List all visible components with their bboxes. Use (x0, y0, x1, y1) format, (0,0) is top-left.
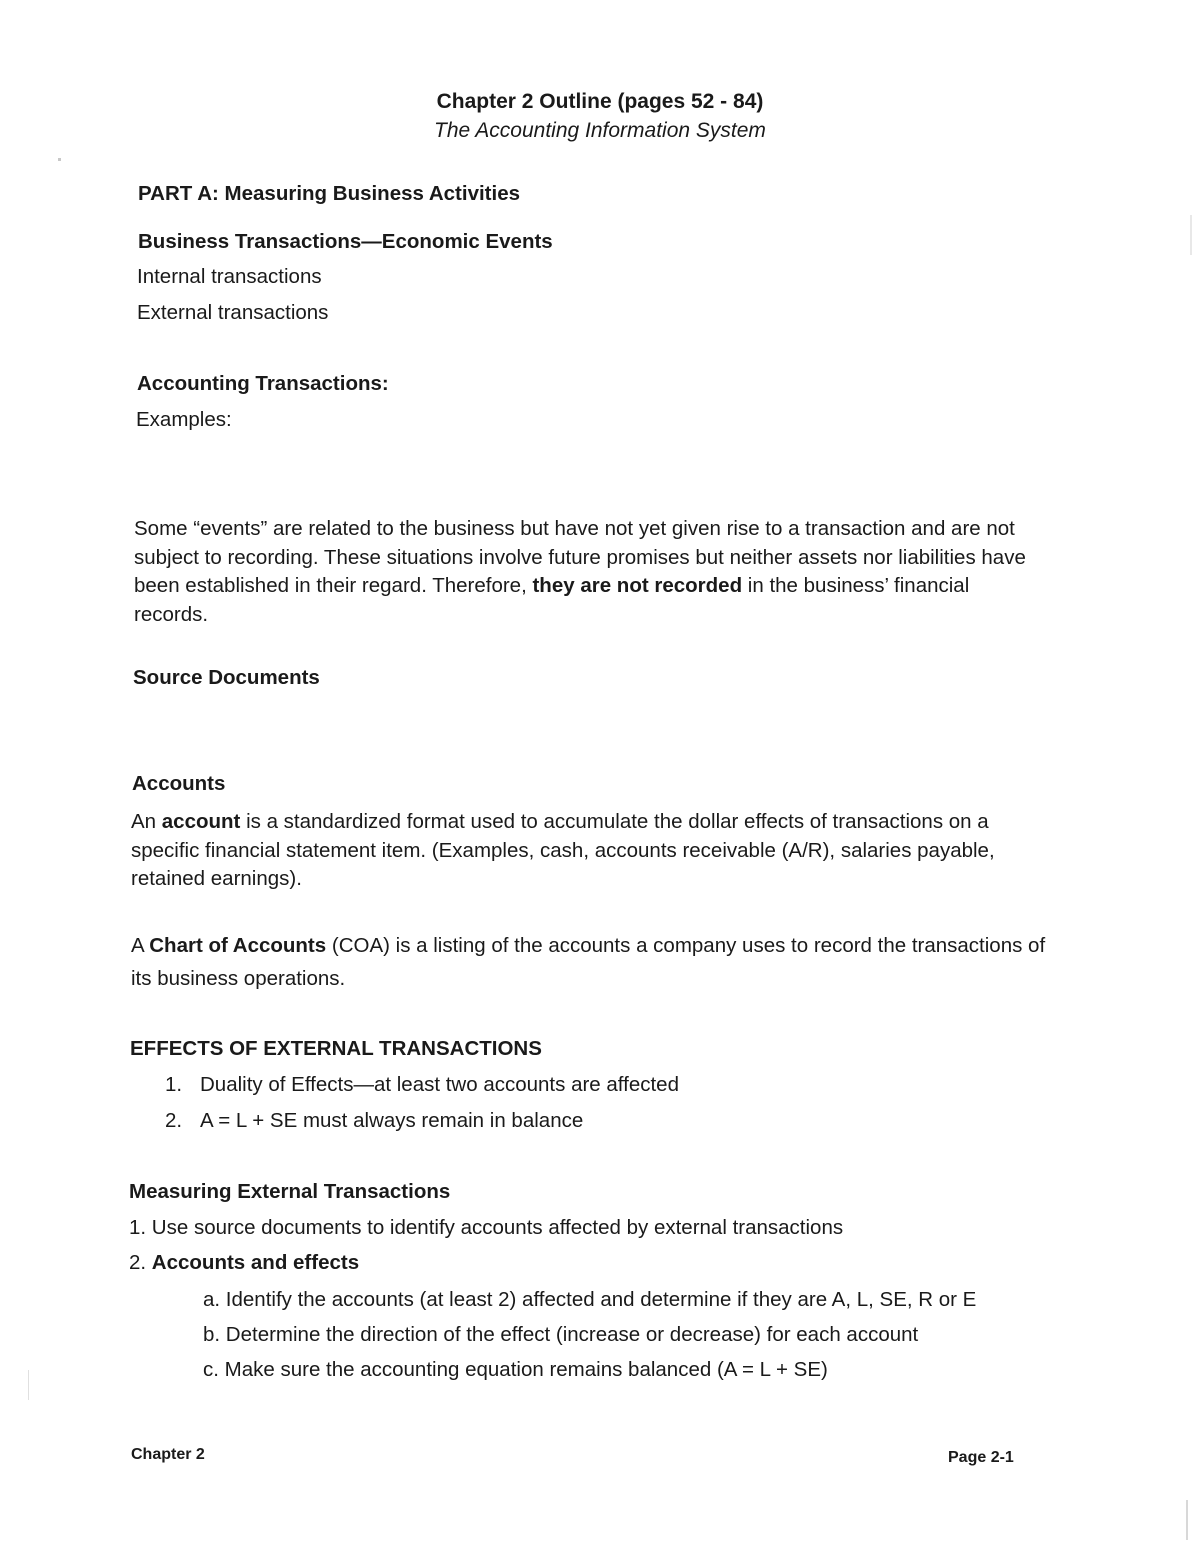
measuring-step-2 (129, 1250, 359, 1276)
business-transactions-heading: Business Transactions—Economic Events (138, 230, 553, 253)
measuring-step-2-number: 2. (129, 1251, 152, 1274)
accounting-transactions-heading: Accounting Transactions: (137, 372, 389, 395)
events-paragraph (134, 515, 1044, 629)
coa-pre: A (131, 934, 150, 957)
examples-label: Examples: (136, 408, 232, 431)
effects-item-1-number: 1. (165, 1073, 183, 1096)
account-def-pre: An (131, 810, 162, 833)
effects-item-2: A = L + SE must always remain in balance (200, 1109, 584, 1132)
account-def-post: is a standardized format used to accumulate the dollar effects of transactions on a specific financial statement item. (Examples, cash, accounts receivable (A/R), salaries payable, retained earnings). (131, 810, 995, 890)
effects-item-1: Duality of Effects—at least two accounts are affected (200, 1073, 679, 1096)
coa-term: Chart of Accounts (149, 934, 327, 957)
accounts-heading: Accounts (132, 772, 226, 795)
measuring-subitem-b: b. Determine the direction of the effect (increase or decrease) for each account (203, 1323, 919, 1346)
page-subtitle: The Accounting Information System (434, 119, 766, 142)
source-documents-heading: Source Documents (133, 666, 320, 689)
page-title: Chapter 2 Outline (pages 52 - 84) (436, 90, 764, 113)
footer-page-number: Page 2-1 (948, 1449, 1014, 1466)
events-text-emphasis: they are not recorded (532, 574, 743, 597)
scan-speck (28, 1370, 29, 1400)
measuring-step-1: 1. Use source documents to identify accounts affected by external transactions (129, 1216, 844, 1239)
account-definition-paragraph (131, 808, 1051, 894)
account-def-term: account (161, 810, 241, 833)
part-a-heading: PART A: Measuring Business Activities (138, 182, 520, 205)
scan-speck (58, 158, 61, 161)
chart-of-accounts-paragraph (131, 929, 1061, 995)
internal-transactions-item: Internal transactions (137, 265, 322, 288)
effects-item-2-number: 2. (165, 1109, 183, 1132)
measuring-subitem-a: a. Identify the accounts (at least 2) affected and determine if they are A, L, SE, R or E (203, 1288, 977, 1311)
footer-chapter: Chapter 2 (131, 1446, 205, 1463)
measuring-heading: Measuring External Transactions (129, 1180, 451, 1203)
measuring-subitem-c: c. Make sure the accounting equation remains balanced (A = L + SE) (203, 1358, 828, 1381)
effects-heading: EFFECTS OF EXTERNAL TRANSACTIONS (130, 1037, 542, 1060)
measuring-step-2-label: Accounts and effects (151, 1251, 360, 1274)
scan-speck (1190, 215, 1192, 255)
events-text-part2: in the business’ financial records. (134, 574, 970, 626)
external-transactions-item: External transactions (137, 301, 329, 324)
coa-post: (COA) is a listing of the accounts a company uses to record the transactions of its business operations. (131, 934, 1046, 990)
scan-speck (1186, 1500, 1188, 1540)
events-text-part1: Some “events” are related to the business but have not yet given rise to a transaction and are not subject to recording. These situations involve future promises but neither assets nor liabilities have been established in their regard. Therefore, (134, 517, 1026, 597)
